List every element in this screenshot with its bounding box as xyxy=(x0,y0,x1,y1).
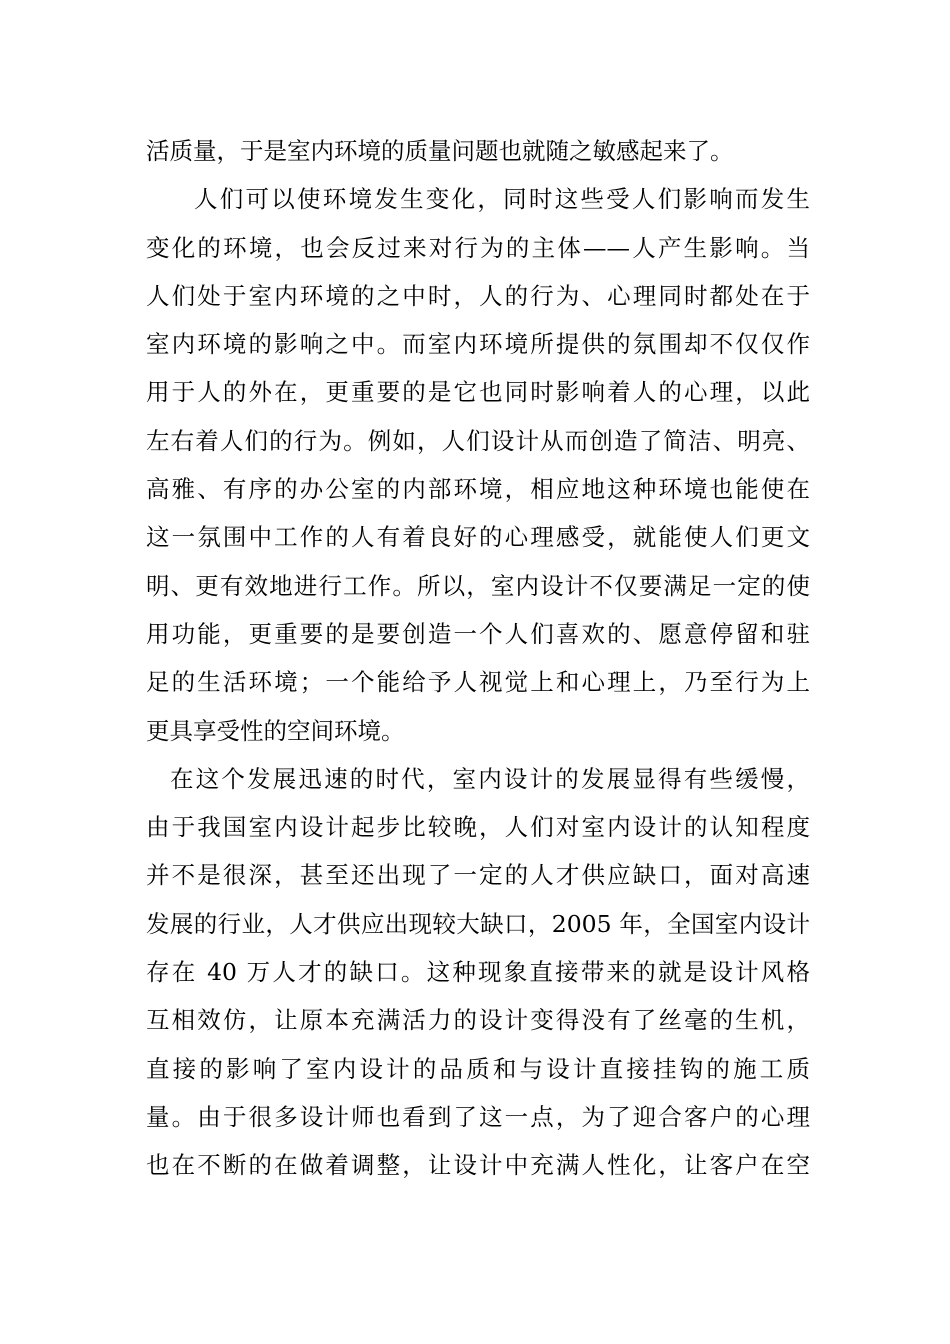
text-line: 并不是很深，甚至还出现了一定的人才供应缺口，面对高速 xyxy=(146,861,810,890)
text-line: 发展的行业，人才供应出现较大缺口，2005 年，全国室内设计 xyxy=(146,909,810,938)
body-text xyxy=(146,127,810,1190)
text-line: 室内环境的影响之中。而室内环境所提供的氛围却不仅仅作 xyxy=(146,330,810,359)
text-line: 活质量，于是室内环境的质量问题也就随之敏感起来了。 xyxy=(146,137,734,165)
text-line: 这一氛围中工作的人有着良好的心理感受，就能使人们更文 xyxy=(146,523,810,552)
text-line: 用于人的外在，更重要的是它也同时影响着人的心理，以此 xyxy=(146,378,810,407)
paragraph-first-line: 在这个发展迅速的时代，室内设计的发展显得有些缓慢， xyxy=(170,764,810,793)
text-line: 由于我国室内设计起步比较晚，人们对室内设计的认知程度 xyxy=(146,813,810,842)
text-line: 用功能，更重要的是要创造一个人们喜欢的、愿意停留和驻 xyxy=(146,619,810,648)
text-line: 人们处于室内环境的之中时，人的行为、心理同时都处在于 xyxy=(146,281,810,310)
text-line: 明、更有效地进行工作。所以，室内设计不仅要满足一定的使 xyxy=(146,571,810,600)
text-line: 互相效仿，让原本充满活力的设计变得没有了丝毫的生机， xyxy=(146,1006,810,1035)
text-line: 足的生活环境；一个能给予人视觉上和心理上，乃至行为上 xyxy=(146,668,810,697)
text-line: 量。由于很多设计师也看到了这一点，为了迎合客户的心理 xyxy=(146,1102,810,1131)
text-line: 也在不断的在做着调整，让设计中充满人性化，让客户在空 xyxy=(146,1151,810,1180)
text-line: 变化的环境，也会反过来对行为的主体——人产生影响。当 xyxy=(146,233,810,262)
text-line: 高雅、有序的办公室的内部环境，相应地这种环境也能使在 xyxy=(146,475,810,504)
text-line: 左右着人们的行为。例如，人们设计从而创造了简洁、明亮、 xyxy=(146,426,810,455)
text-line: 直接的影响了室内设计的品质和与设计直接挂钩的施工质 xyxy=(146,1054,810,1083)
text-line: 存在 40 万人才的缺口。这种现象直接带来的就是设计风格 xyxy=(146,958,810,987)
paragraph-first-line: 人们可以使环境发生变化，同时这些受人们影响而发生 xyxy=(194,185,810,214)
paragraph-last-line: 更具享受性的空间环境。 xyxy=(146,716,405,745)
